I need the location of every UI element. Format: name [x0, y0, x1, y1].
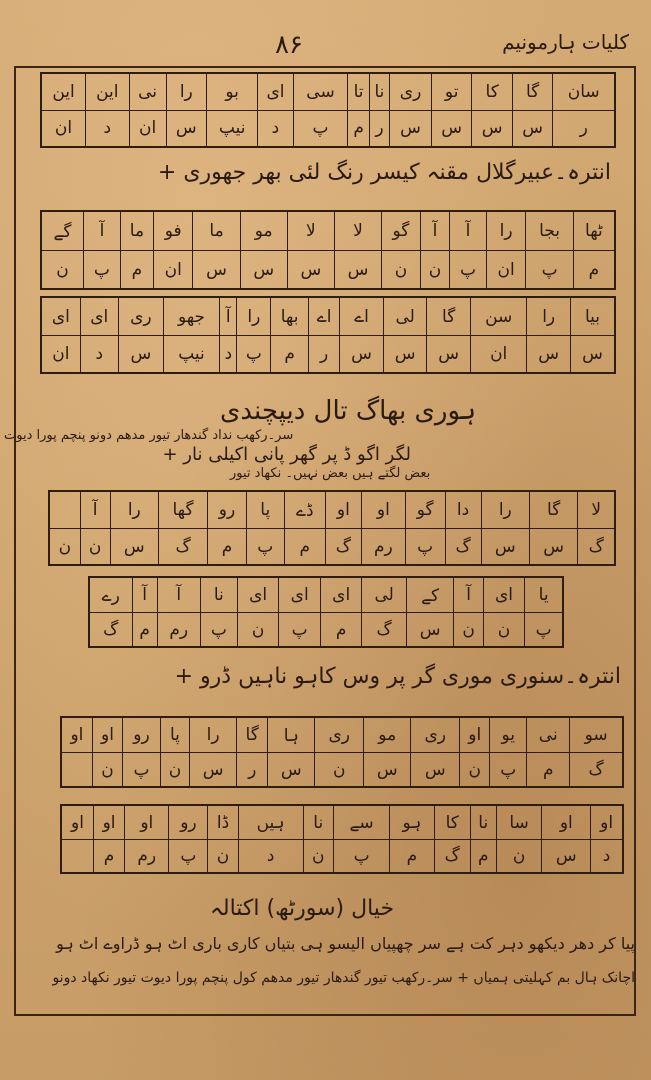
- lyric-cell: گو: [405, 491, 445, 529]
- lyric-cell: او: [61, 805, 93, 840]
- hori-lyric-line: لگر اگو ڈ پر گھر پانی اکیلی نار +: [162, 444, 411, 465]
- swara-cell: ن: [382, 251, 421, 289]
- lyric-cell: گا: [237, 717, 268, 753]
- swara-cell: س: [390, 110, 432, 147]
- lyric-cell: فو: [154, 211, 193, 251]
- lyric-cell: ما: [193, 211, 240, 251]
- swara-cell: د: [591, 840, 623, 873]
- swara-cell: ن: [208, 840, 238, 873]
- lyric-cell: آ: [84, 211, 121, 251]
- swara-cell: گ: [325, 529, 361, 565]
- swara-cell: ن: [460, 753, 490, 787]
- swara-cell: س: [427, 336, 471, 373]
- swara-cell: ان: [129, 110, 166, 147]
- grid-row: [41, 211, 615, 251]
- swara-cell: س: [411, 753, 460, 787]
- hori-title: ہوری بھاگ تال دیپچندی: [220, 396, 477, 426]
- swara-cell: م: [573, 251, 615, 289]
- lyric-cell: پا: [246, 491, 284, 529]
- notation-grid-3: [40, 296, 616, 374]
- swara-cell: پ: [246, 529, 284, 565]
- swara-cell: س: [268, 753, 315, 787]
- swara-cell: س: [472, 110, 512, 147]
- khayal-line-2: اچانک ہال بم کہلیتی ہمیاں + سر۔رکھب تیور گندھار تیور مدھم کول پنچم پورا دیوت تیور نکھاد دونو: [52, 970, 635, 986]
- grid-row: [41, 297, 615, 336]
- swara-cell: ن: [420, 251, 449, 289]
- grid-row: [41, 336, 615, 373]
- lyric-cell: نا: [369, 73, 389, 110]
- lyric-cell: یو: [490, 717, 527, 753]
- swara-cell: رم: [157, 613, 200, 647]
- lyric-cell: مو: [364, 717, 411, 753]
- notation-grid-7: [60, 804, 624, 874]
- lyric-cell: ری: [390, 73, 432, 110]
- lyric-cell: ہا: [268, 717, 315, 753]
- lyric-cell: را: [190, 717, 237, 753]
- swara-cell: گ: [362, 613, 406, 647]
- grid-row: [89, 613, 563, 647]
- lyric-cell: بو: [207, 73, 258, 110]
- swara-cell: پ: [279, 613, 321, 647]
- lyric-cell: ٹھا: [573, 211, 615, 251]
- lyric-cell: او: [460, 717, 490, 753]
- swara-cell: س: [570, 336, 615, 373]
- swara-cell: ان: [470, 336, 526, 373]
- lyric-cell: سن: [470, 297, 526, 336]
- lyric-cell: رے: [89, 577, 132, 613]
- swara-cell: م: [527, 753, 570, 787]
- grid-row: [49, 491, 615, 529]
- lyric-cell: آ: [80, 491, 110, 529]
- lyric-cell: گے: [41, 211, 84, 251]
- swara-cell: س: [512, 110, 552, 147]
- lyric-cell: لی: [383, 297, 427, 336]
- hori-note-2: بعض لگتے ہیں بعض نہیں۔ نکھاد تیور: [230, 466, 431, 481]
- notation-grid-1: [40, 72, 616, 148]
- lyric-cell: رو: [123, 717, 161, 753]
- swara-cell: گ: [158, 529, 207, 565]
- lyric-cell: بھا: [271, 297, 309, 336]
- grid-row: [61, 840, 623, 873]
- grid-row: [61, 805, 623, 840]
- khayal-line-1: پیا کر دھر دیکھو دہر کت ہے سر چھپیاں الیسو ہی بتیاں کاری باری اٹ ہو ڈراوے اٹ ہو: [56, 934, 635, 953]
- lyric-cell: ری: [411, 717, 460, 753]
- lyric-cell: ری: [118, 297, 163, 336]
- lyric-cell: کے: [406, 577, 453, 613]
- swara-cell: م: [470, 840, 496, 873]
- lyric-cell: تا: [348, 73, 369, 110]
- lyric-cell: او: [591, 805, 623, 840]
- lyric-cell: نی: [129, 73, 166, 110]
- running-title: کلیات ہارمونیم: [502, 30, 629, 54]
- lyric-cell: گا: [512, 73, 552, 110]
- swara-cell: م: [284, 529, 325, 565]
- top-rule: [14, 66, 634, 68]
- lyric-cell: گا: [427, 297, 471, 336]
- lyric-cell: او: [92, 717, 122, 753]
- swara-cell: پ: [490, 753, 527, 787]
- lyric-cell: سے: [333, 805, 389, 840]
- lyric-cell: آ: [157, 577, 200, 613]
- swara-cell: م: [132, 613, 157, 647]
- lyric-cell: این: [41, 73, 86, 110]
- lyric-cell: بیا: [570, 297, 615, 336]
- hori-note-1: سر۔رکھب نداد گندھار تیور مدھم دونو پنچم پورا دیوت: [4, 428, 294, 443]
- lyric-cell: [49, 491, 80, 529]
- swara-cell: ن: [303, 840, 333, 873]
- lyric-cell: ای: [279, 577, 321, 613]
- swara-cell: رم: [361, 529, 405, 565]
- lyric-cell: ای: [258, 73, 293, 110]
- lyric-cell: او: [93, 805, 124, 840]
- lyric-cell: او: [361, 491, 405, 529]
- notation-grid-2: [40, 210, 616, 290]
- lyric-cell: ہیں: [238, 805, 303, 840]
- grid-row: [49, 529, 615, 565]
- lyric-cell: را: [486, 211, 525, 251]
- swara-cell: گ: [434, 840, 470, 873]
- lyric-cell: مو: [240, 211, 287, 251]
- swara-cell: ن: [483, 613, 525, 647]
- lyric-cell: آ: [132, 577, 157, 613]
- grid-row: [41, 251, 615, 289]
- swara-cell: گ: [578, 529, 615, 565]
- swara-cell: س: [406, 613, 453, 647]
- lyric-cell: اے: [308, 297, 339, 336]
- swara-cell: ر: [308, 336, 339, 373]
- lyric-cell: لا: [334, 211, 381, 251]
- swara-cell: س: [431, 110, 471, 147]
- khayal-title: خیال (سورٹھ) اکتالہ: [210, 896, 395, 921]
- antara-heading-2: انترہ۔سنوری موری گر پر وس کاہو ناہیں ڈرو +: [174, 664, 621, 689]
- swara-cell: نیپ: [163, 336, 219, 373]
- lyric-cell: نا: [303, 805, 333, 840]
- swara-cell: پ: [123, 753, 161, 787]
- swara-cell: ن: [237, 613, 279, 647]
- swara-cell: س: [542, 840, 591, 873]
- lyric-cell: او: [61, 717, 92, 753]
- lyric-cell: گا: [529, 491, 577, 529]
- lyric-cell: نا: [200, 577, 237, 613]
- grid-row: [41, 73, 615, 110]
- swara-cell: م: [93, 840, 124, 873]
- swara-cell: ن: [454, 613, 483, 647]
- swara-cell: س: [481, 529, 529, 565]
- lyric-cell: کا: [434, 805, 470, 840]
- swara-cell: م: [271, 336, 309, 373]
- lyric-cell: لا: [287, 211, 334, 251]
- lyric-cell: ای: [41, 297, 80, 336]
- swara-cell: ر: [369, 110, 389, 147]
- swara-cell: پ: [526, 251, 573, 289]
- lyric-cell: آ: [420, 211, 449, 251]
- lyric-cell: گو: [382, 211, 421, 251]
- lyric-cell: سو: [570, 717, 623, 753]
- swara-cell: س: [193, 251, 240, 289]
- notation-grid-4: [48, 490, 616, 566]
- grid-row: [41, 110, 615, 147]
- swara-cell: نیپ: [207, 110, 258, 147]
- swara-cell: [61, 753, 92, 787]
- lyric-cell: سا: [496, 805, 542, 840]
- swara-cell: پ: [237, 336, 271, 373]
- swara-cell: ن: [92, 753, 122, 787]
- lyric-cell: لا: [578, 491, 615, 529]
- swara-cell: پ: [405, 529, 445, 565]
- swara-cell: س: [340, 336, 384, 373]
- swara-cell: م: [320, 613, 362, 647]
- lyric-cell: آ: [454, 577, 483, 613]
- swara-cell: د: [220, 336, 237, 373]
- lyric-cell: ما: [120, 211, 153, 251]
- swara-cell: ن: [41, 251, 84, 289]
- lyric-cell: او: [325, 491, 361, 529]
- lyric-cell: ای: [80, 297, 118, 336]
- lyric-cell: نی: [527, 717, 570, 753]
- lyric-cell: یا: [525, 577, 563, 613]
- antara-heading-1: انترہ۔عبیرگلال مقنہ کیسر رنگ لئی بھر جھوری +: [157, 160, 611, 185]
- lyric-cell: او: [542, 805, 591, 840]
- swara-cell: م: [120, 251, 153, 289]
- swara-cell: پ: [200, 613, 237, 647]
- lyric-cell: گھا: [158, 491, 207, 529]
- lyric-cell: لی: [362, 577, 406, 613]
- swara-cell: پ: [84, 251, 121, 289]
- lyric-cell: ڈے: [284, 491, 325, 529]
- swara-cell: ن: [49, 529, 80, 565]
- swara-cell: م: [208, 529, 247, 565]
- page-number: ۸۶: [275, 30, 303, 60]
- lyric-cell: ای: [237, 577, 279, 613]
- swara-cell: ر: [553, 110, 615, 147]
- lyric-cell: دا: [445, 491, 481, 529]
- swara-cell: م: [390, 840, 434, 873]
- notation-grid-6: [60, 716, 624, 788]
- swara-cell: س: [240, 251, 287, 289]
- swara-cell: گ: [570, 753, 623, 787]
- swara-cell: ن: [496, 840, 542, 873]
- lyric-cell: سی: [293, 73, 348, 110]
- lyric-cell: را: [166, 73, 206, 110]
- lyric-cell: نا: [470, 805, 496, 840]
- swara-cell: د: [86, 110, 130, 147]
- swara-cell: س: [364, 753, 411, 787]
- swara-cell: م: [348, 110, 369, 147]
- grid-row: [61, 717, 623, 753]
- swara-cell: س: [166, 110, 206, 147]
- lyric-cell: را: [527, 297, 571, 336]
- swara-cell: س: [287, 251, 334, 289]
- lyric-cell: را: [237, 297, 271, 336]
- lyric-cell: بجا: [526, 211, 573, 251]
- swara-cell: پ: [333, 840, 389, 873]
- lyric-cell: سان: [553, 73, 615, 110]
- lyric-cell: پا: [160, 717, 189, 753]
- swara-cell: د: [258, 110, 293, 147]
- lyric-cell: ہو: [390, 805, 434, 840]
- notation-grid-5: [88, 576, 564, 648]
- lyric-cell: این: [86, 73, 130, 110]
- swara-cell: پ: [450, 251, 487, 289]
- swara-cell: گ: [445, 529, 481, 565]
- swara-cell: پ: [169, 840, 208, 873]
- lyric-cell: جھو: [163, 297, 219, 336]
- swara-cell: ن: [80, 529, 110, 565]
- grid-row: [61, 753, 623, 787]
- grid-row: [89, 577, 563, 613]
- swara-cell: س: [529, 529, 577, 565]
- swara-cell: س: [383, 336, 427, 373]
- swara-cell: ان: [41, 110, 86, 147]
- lyric-cell: ڈا: [208, 805, 238, 840]
- lyric-cell: را: [481, 491, 529, 529]
- swara-cell: رم: [125, 840, 169, 873]
- lyric-cell: رو: [208, 491, 247, 529]
- swara-cell: س: [110, 529, 158, 565]
- swara-cell: ان: [486, 251, 525, 289]
- lyric-cell: ری: [315, 717, 364, 753]
- lyric-cell: رو: [169, 805, 208, 840]
- lyric-cell: تو: [431, 73, 471, 110]
- lyric-cell: اے: [340, 297, 384, 336]
- swara-cell: [61, 840, 93, 873]
- swara-cell: د: [80, 336, 118, 373]
- lyric-cell: را: [110, 491, 158, 529]
- lyric-cell: او: [125, 805, 169, 840]
- swara-cell: ان: [154, 251, 193, 289]
- lyric-cell: کا: [472, 73, 512, 110]
- swara-cell: س: [527, 336, 571, 373]
- swara-cell: ن: [160, 753, 189, 787]
- swara-cell: ر: [237, 753, 268, 787]
- swara-cell: ان: [41, 336, 80, 373]
- swara-cell: ن: [315, 753, 364, 787]
- swara-cell: پ: [293, 110, 348, 147]
- swara-cell: س: [334, 251, 381, 289]
- swara-cell: پ: [525, 613, 563, 647]
- swara-cell: س: [118, 336, 163, 373]
- lyric-cell: ای: [483, 577, 525, 613]
- swara-cell: د: [238, 840, 303, 873]
- swara-cell: س: [190, 753, 237, 787]
- lyric-cell: آ: [450, 211, 487, 251]
- lyric-cell: ای: [320, 577, 362, 613]
- lyric-cell: آ: [220, 297, 237, 336]
- swara-cell: گ: [89, 613, 132, 647]
